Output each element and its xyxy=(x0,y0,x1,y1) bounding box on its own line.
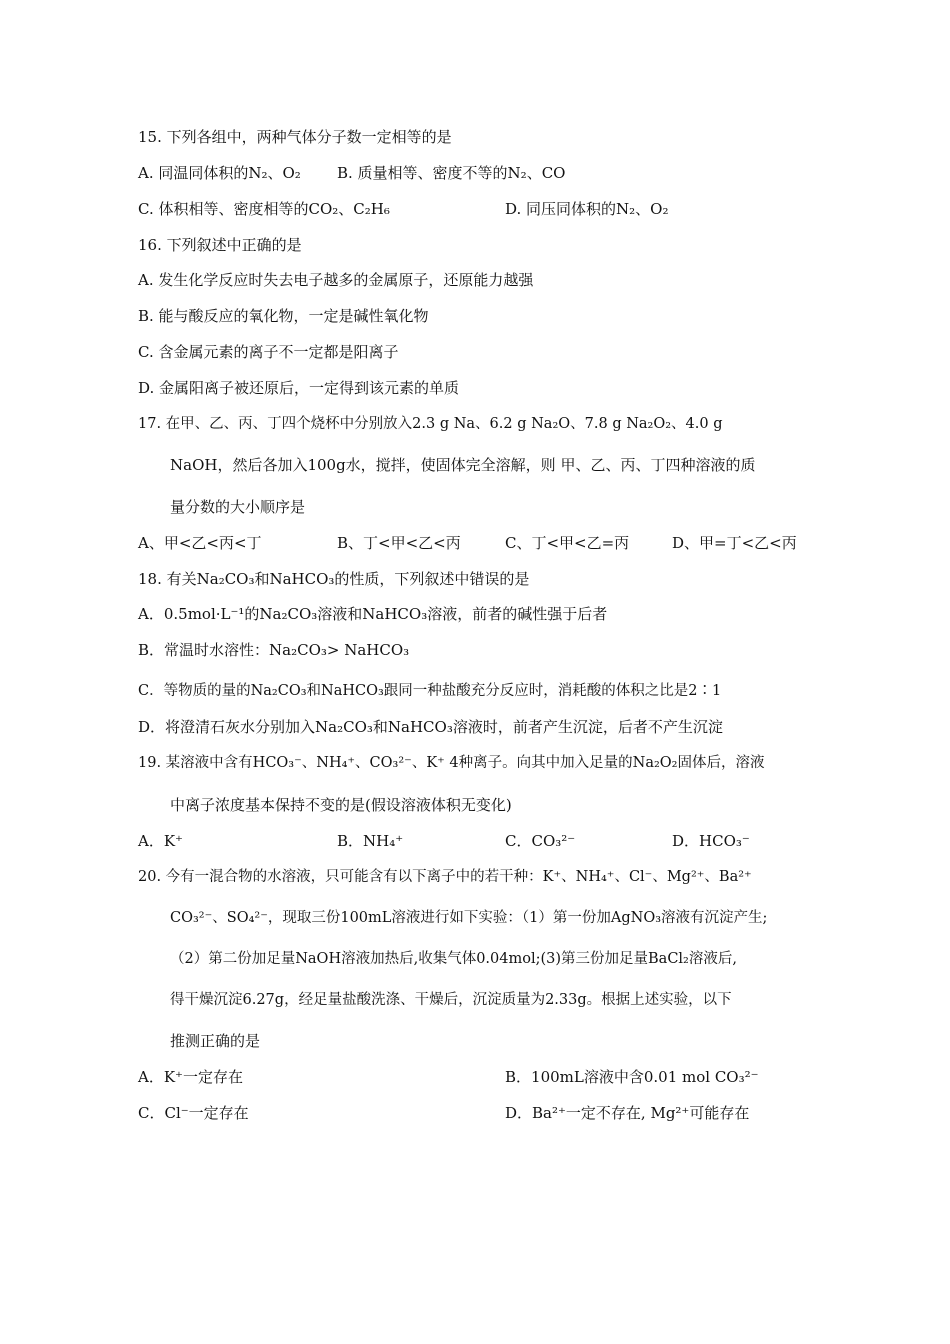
question-20-stem-line-4: 得干燥沉淀6.27g，经足量盐酸洗涤、干燥后，沉淀质量为2.33g。根据上述实验，以下 xyxy=(170,992,732,1008)
question-20-stem-line-1: 20. 今有一混合物的水溶液，只可能含有以下离子中的若干种：K⁺、NH₄⁺、Cl⁻、Mg²⁺、Ba²⁺ xyxy=(138,869,752,885)
question-15-stem: 15. 下列各组中，两种气体分子数一定相等的是 xyxy=(138,128,452,146)
question-18-option-b: B．常温时水溶性：Na₂CO₃> NaHCO₃ xyxy=(138,641,410,659)
question-17-stem-line-2: NaOH，然后各加入100g水，搅拌，使固体完全溶解，则 甲、乙、丙、丁四种溶液的质 xyxy=(170,456,756,474)
question-18-option-c: C．等物质的量的Na₂CO₃和NaHCO₃跟同一种盐酸充分反应时，消耗酸的体积之比是2∶1 xyxy=(138,683,722,699)
question-16-option-c: C. 含金属元素的离子不一定都是阳离子 xyxy=(138,343,399,361)
question-20-option-a: A．K⁺一定存在 xyxy=(138,1068,243,1086)
question-15-option-a: A. 同温同体积的N₂、O₂ xyxy=(138,164,301,182)
question-15-option-b: B. 质量相等、密度不等的N₂、CO xyxy=(337,164,566,182)
question-19-stem-line-1: 19. 某溶液中含有HCO₃⁻、NH₄⁺、CO₃²⁻、K⁺ 4种离子。向其中加入足量的Na₂O₂固体后，溶液 xyxy=(138,755,765,771)
question-20-option-c: C．Cl⁻一定存在 xyxy=(138,1104,249,1122)
question-17-option-a: A、甲<乙<丙<丁 xyxy=(138,534,262,552)
question-19-stem-line-2: 中离子浓度基本保持不变的是(假设溶液体积无变化) xyxy=(170,796,512,814)
question-20-option-d: D．Ba²⁺一定不存在, Mg²⁺可能存在 xyxy=(505,1104,750,1122)
question-19-option-a: A．K⁺ xyxy=(138,832,183,850)
question-19-option-d: D．HCO₃⁻ xyxy=(672,832,750,850)
question-18-stem: 18. 有关Na₂CO₃和NaHCO₃的性质，下列叙述中错误的是 xyxy=(138,570,530,588)
question-15-option-c: C. 体积相等、密度相等的CO₂、C₂H₆ xyxy=(138,200,390,218)
question-15-option-d: D. 同压同体积的N₂、O₂ xyxy=(505,200,669,218)
question-16-option-a: A. 发生化学反应时失去电子越多的金属原子，还原能力越强 xyxy=(138,271,534,289)
question-19-option-c: C．CO₃²⁻ xyxy=(505,832,576,850)
question-20-stem-line-5: 推测正确的是 xyxy=(170,1032,261,1050)
question-17-option-d: D、甲=丁<乙<丙 xyxy=(672,534,797,552)
question-18-option-d: D．将澄清石灰水分别加入Na₂CO₃和NaHCO₃溶液时，前者产生沉淀，后者不产生沉淀 xyxy=(138,718,723,736)
question-19-option-b: B．NH₄⁺ xyxy=(337,832,404,850)
question-16-option-d: D. 金属阳离子被还原后，一定得到该元素的单质 xyxy=(138,379,460,397)
question-20-stem-line-3: （2）第二份加足量NaOH溶液加热后,收集气体0.04mol;(3)第三份加足量BaCl₂溶液后, xyxy=(170,951,737,967)
question-17-option-b: B、丁<甲<乙<丙 xyxy=(337,534,461,552)
question-20-option-b: B．100mL溶液中含0.01 mol CO₃²⁻ xyxy=(505,1068,759,1086)
question-17-stem-line-3: 量分数的大小顺序是 xyxy=(170,498,306,516)
question-18-option-a: A．0.5mol·L⁻¹的Na₂CO₃溶液和NaHCO₃溶液，前者的碱性强于后者 xyxy=(138,605,608,623)
question-16-stem: 16. 下列叙述中正确的是 xyxy=(138,236,302,254)
question-20-stem-line-2: CO₃²⁻、SO₄²⁻，现取三份100mL溶液进行如下实验：（1）第一份加AgNO₃溶液有沉淀产生; xyxy=(170,910,768,926)
question-17-stem-line-1: 17. 在甲、乙、丙、丁四个烧杯中分别放入2.3 g Na、6.2 g Na₂O、7.8 g Na₂O₂、4.0 g xyxy=(138,416,723,432)
question-17-option-c: C、丁<甲<乙=丙 xyxy=(505,534,630,552)
question-16-option-b: B. 能与酸反应的氧化物，一定是碱性氧化物 xyxy=(138,307,429,325)
